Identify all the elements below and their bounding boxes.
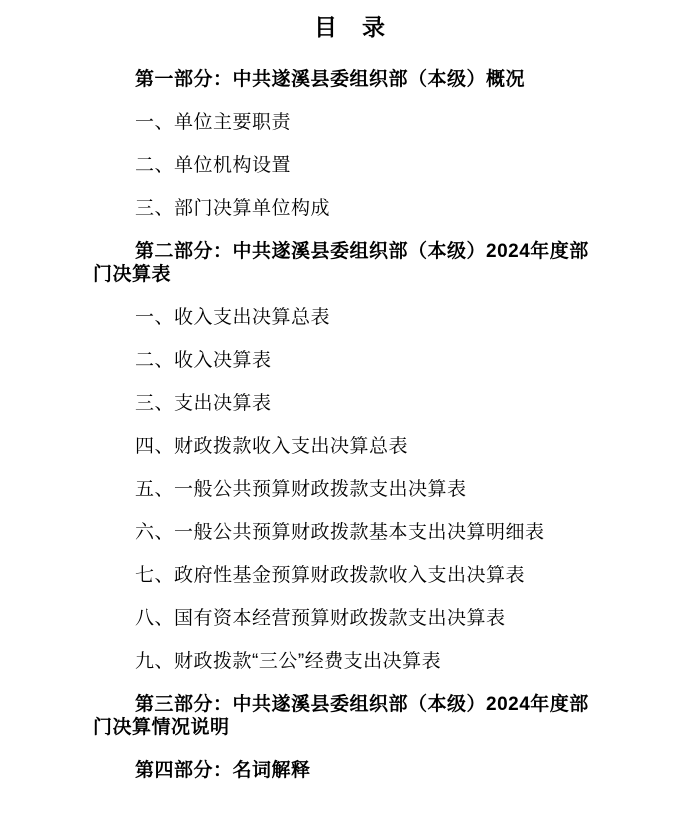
table-of-contents [93,68,607,782]
toc-heading-part-3: 第三部分：中共遂溪县委组织部（本级）2024年度部门决算情况说明 [93,694,589,738]
toc-item-statement-6: 六、一般公共预算财政拨款基本支出决算明细表 [135,522,545,543]
toc-item-statement-2: 二、收入决算表 [135,350,272,371]
toc-item-statement-7: 七、政府性基金预算财政拨款收入支出决算表 [135,565,526,586]
toc-item-overview-2: 二、单位机构设置 [135,155,292,176]
toc-item-statement-5: 五、一般公共预算财政拨款支出决算表 [135,479,467,500]
page-title: 目 录 [314,14,386,40]
toc-item-statement-4: 四、财政拨款收入支出决算总表 [135,436,409,457]
toc-item-overview-3: 三、部门决算单位构成 [135,198,331,219]
toc-heading-part-4: 第四部分：名词解释 [135,760,311,781]
toc-item-overview-1: 一、单位主要职责 [135,112,292,133]
toc-item-statement-1: 一、收入支出决算总表 [135,307,331,328]
toc-heading-part-1: 第一部分：中共遂溪县委组织部（本级）概况 [135,69,526,90]
toc-item-statement-9: 九、财政拨款“三公”经费支出决算表 [135,651,442,672]
toc-heading-part-2: 第二部分：中共遂溪县委组织部（本级）2024年度部门决算表 [93,241,589,285]
toc-item-statement-8: 八、国有资本经营预算财政拨款支出决算表 [135,608,506,629]
toc-item-statement-3: 三、支出决算表 [135,393,272,414]
